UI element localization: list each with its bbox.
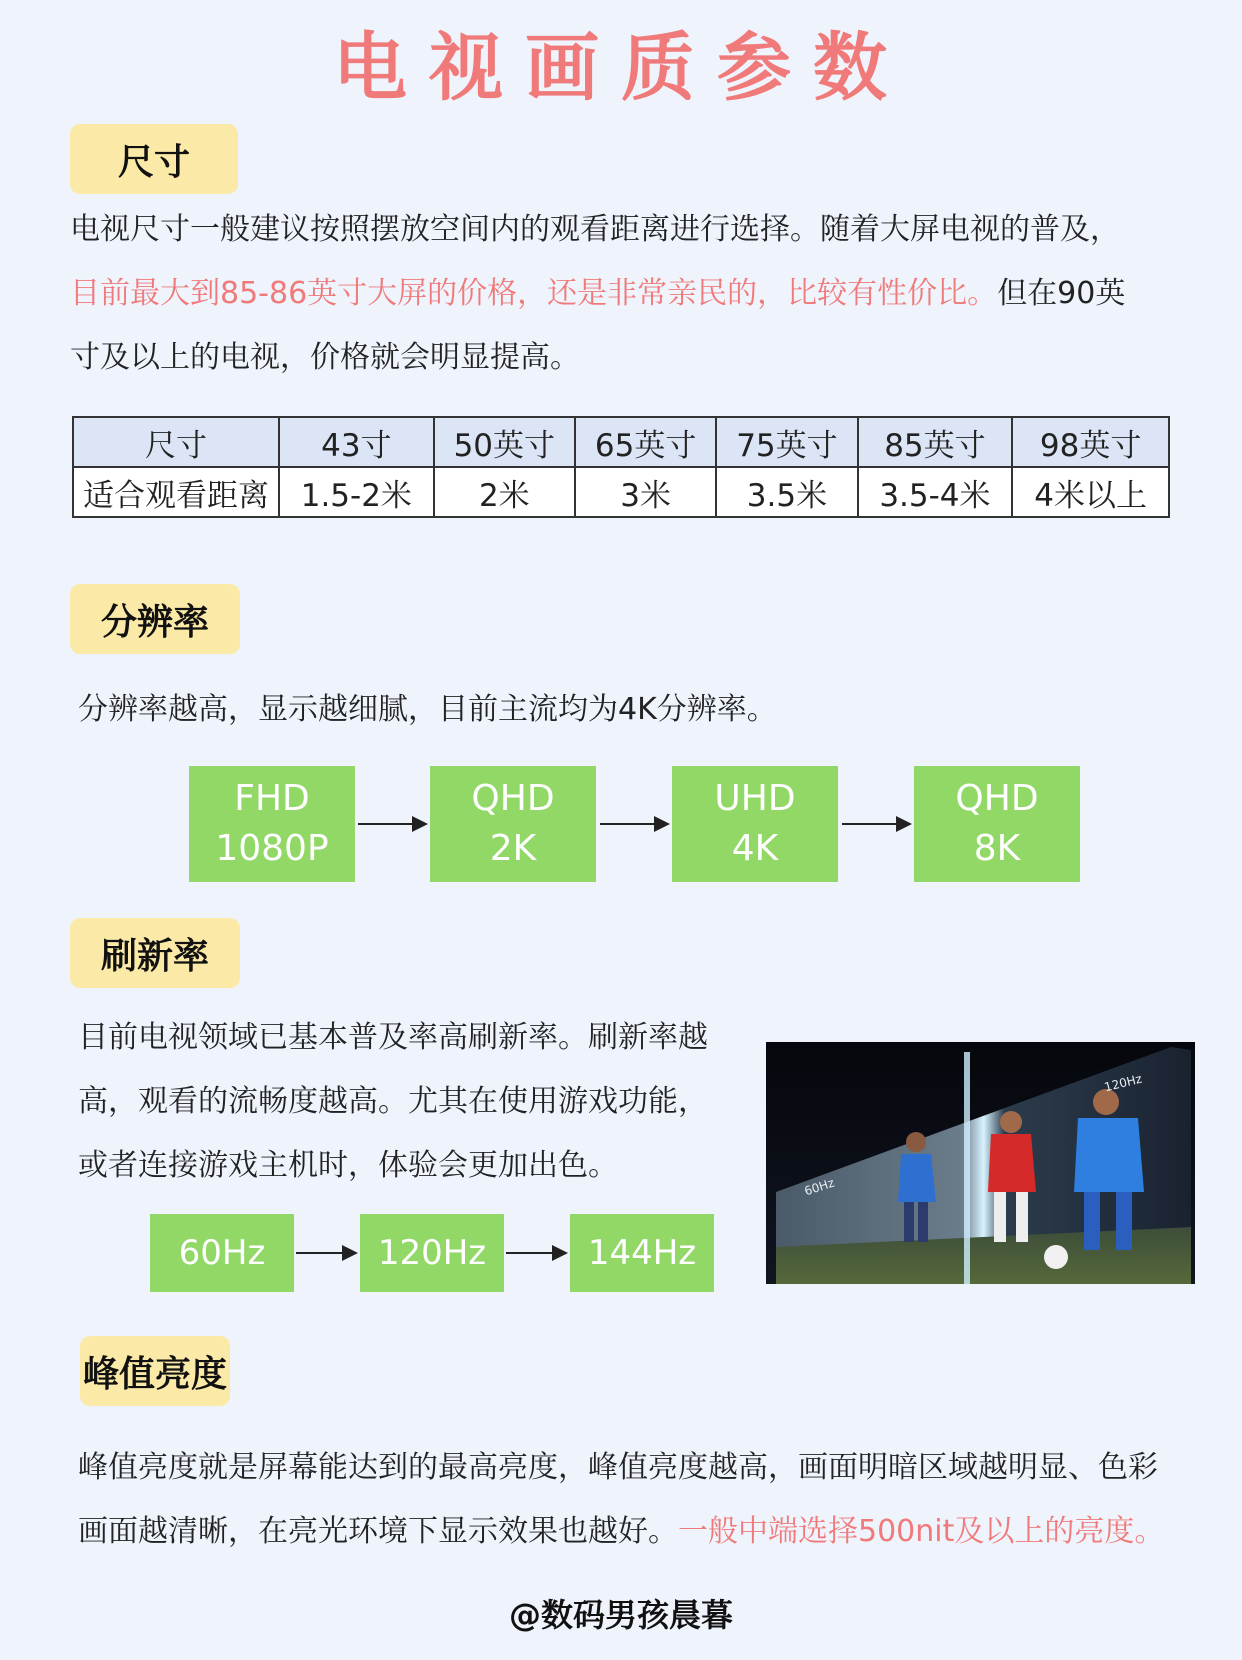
resolution-step-name: QHD <box>471 778 555 819</box>
refresh-paragraph <box>78 1006 758 1198</box>
brightness-paragraph <box>78 1436 1238 1564</box>
arrow-right-icon <box>842 823 910 825</box>
resolution-step-name: FHD <box>234 778 310 819</box>
brightness-text-line: 画面越清晰，在亮光环境下显示效果也越好。 <box>78 1514 678 1549</box>
refresh-step: 144Hz <box>570 1214 714 1292</box>
resolution-step <box>672 766 838 882</box>
table-header-cell: 85英寸 <box>858 417 1013 467</box>
arrow-right-icon <box>358 823 426 825</box>
refresh-text-line: 或者连接游戏主机时，体验会更加出色。 <box>78 1148 618 1183</box>
resolution-step-name: QHD <box>955 778 1039 819</box>
author-credit: @数码男孩晨暮 <box>508 1596 733 1634</box>
size-text-1: 电视尺寸一般建议按照摆放空间内的观看距离进行选择。随着大屏电视的普及， <box>70 212 1120 247</box>
brightness-text-line: 峰值亮度就是屏幕能达到的最高亮度，峰值亮度越高，画面明暗区域越明显、色彩 <box>78 1450 1158 1485</box>
table-header-cell: 50英寸 <box>434 417 575 467</box>
table-header-cell: 43寸 <box>279 417 434 467</box>
refresh-step: 120Hz <box>360 1214 504 1292</box>
illustration-label-60hz: 60Hz <box>802 1175 837 1199</box>
table-header-cell: 尺寸 <box>73 417 279 467</box>
table-row <box>73 467 1169 517</box>
table-cell: 3米 <box>575 467 716 517</box>
page-title: 电视画质参数 <box>333 25 909 111</box>
resolution-step-value: 4K <box>731 828 779 869</box>
illustration-label-120hz: 120Hz <box>1102 1071 1144 1095</box>
table-header-cell: 65英寸 <box>575 417 716 467</box>
table-header-cell: 98英寸 <box>1012 417 1169 467</box>
resolution-step-value: 8K <box>973 828 1021 869</box>
arrow-right-icon <box>506 1252 566 1254</box>
size-text-highlight: 目前最大到85-86英寸大屏的价格，还是非常亲民的，比较有性价比。 <box>70 276 998 311</box>
size-text-3: 寸及以上的电视，价格就会明显提高。 <box>70 340 580 375</box>
section-heading-resolution: 分辨率 <box>70 584 240 654</box>
table-cell: 3.5米 <box>716 467 857 517</box>
table-cell: 3.5-4米 <box>858 467 1013 517</box>
arrow-right-icon <box>296 1252 356 1254</box>
resolution-step <box>914 766 1080 882</box>
arrow-right-icon <box>600 823 668 825</box>
refresh-text-line: 高，观看的流畅度越高。尤其在使用游戏功能， <box>78 1084 708 1119</box>
size-paragraph <box>70 198 1200 390</box>
resolution-text: 分辨率越高，显示越细腻，目前主流均为4K分辨率。 <box>78 692 777 727</box>
resolution-step <box>430 766 596 882</box>
brightness-text-highlight: 一般中端选择500nit及以上的亮度。 <box>678 1514 1165 1549</box>
section-heading-refresh: 刷新率 <box>70 918 240 988</box>
table-cell: 1.5-2米 <box>279 467 434 517</box>
section-heading-brightness: 峰值亮度 <box>80 1336 230 1406</box>
refresh-step: 60Hz <box>150 1214 294 1292</box>
size-distance-table <box>72 416 1170 518</box>
refresh-text-line: 目前电视领域已基本普及率高刷新率。刷新率越 <box>78 1020 708 1055</box>
table-cell: 4米以上 <box>1012 467 1169 517</box>
section-heading-size: 尺寸 <box>70 124 238 194</box>
table-cell: 2米 <box>434 467 575 517</box>
resolution-step-name: UHD <box>714 778 796 819</box>
resolution-step-value: 2K <box>489 828 537 869</box>
refresh-rate-illustration <box>766 1042 1195 1284</box>
table-header-row <box>73 417 1169 467</box>
size-text-2: 但在90英 <box>997 276 1126 311</box>
table-cell: 适合观看距离 <box>73 467 279 517</box>
resolution-step-value: 1080P <box>215 828 329 869</box>
resolution-step <box>189 766 355 882</box>
table-header-cell: 75英寸 <box>716 417 857 467</box>
